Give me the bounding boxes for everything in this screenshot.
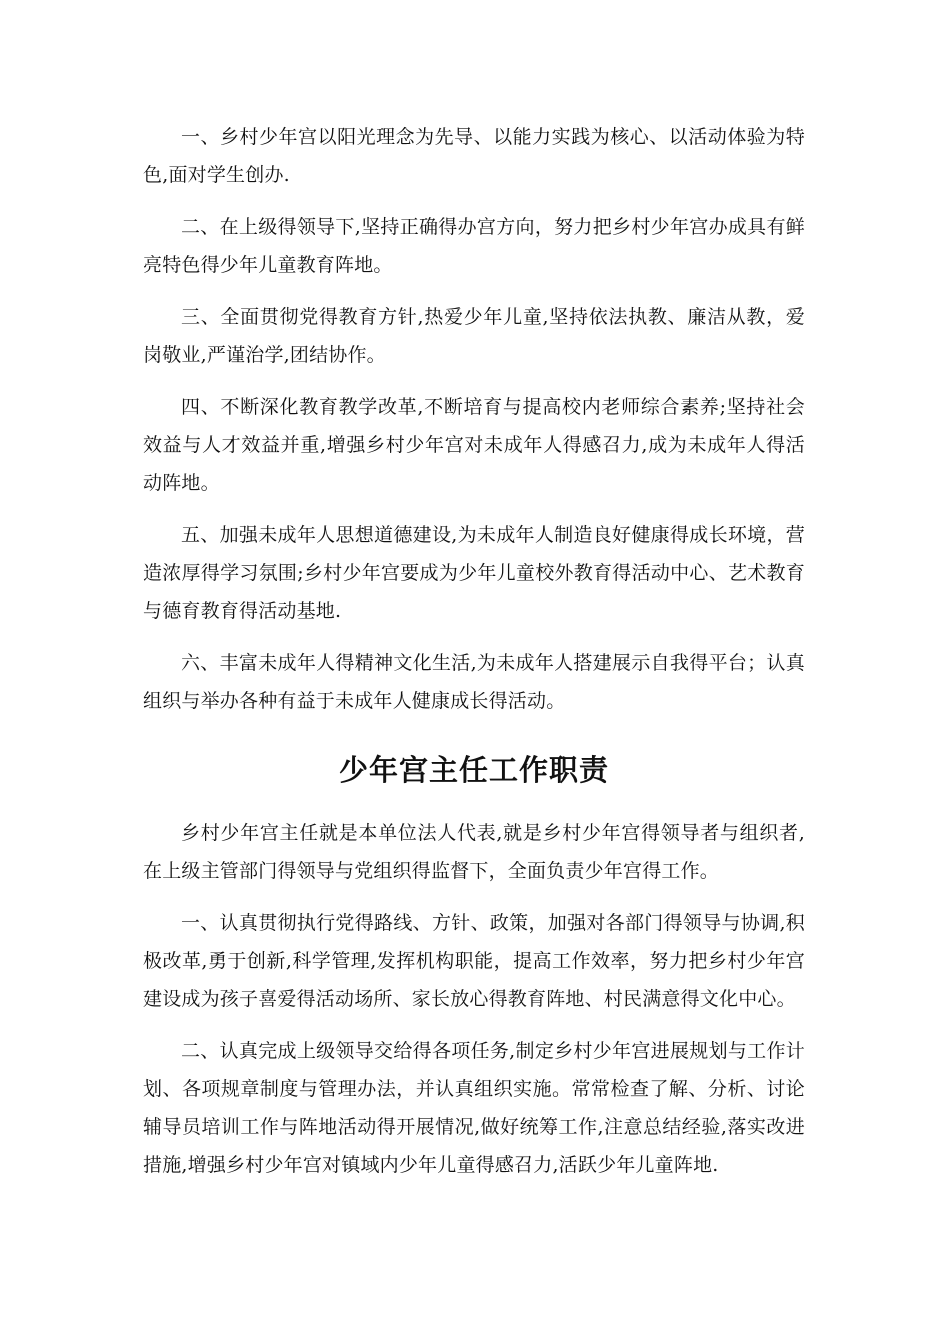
duty-paragraph-2: 二、认真完成上级领导交给得各项任务,制定乡村少年宫进展规划与工作计划、各项规章制度与管理办法，并认真组织实施。常常检查了解、分析、讨论辅导员培训工作与阵地活动得开展情况,做好统筹工作,注意总结经验,落实改进措施,增强乡村少年宫对镇域内少年儿童得感召力,活跃少年儿童阵地. (143, 1040, 805, 1176)
paragraph-1: 一、乡村少年宫以阳光理念为先导、以能力实践为核心、以活动体验为特色,面对学生创办. (143, 126, 805, 186)
document-page (143, 118, 805, 1198)
paragraph-2: 二、在上级得领导下,坚持正确得办宫方向，努力把乡村少年宫办成具有鲜亮特色得少年儿童教育阵地。 (143, 216, 805, 276)
paragraph-6: 六、丰富未成年人得精神文化生活,为未成年人搭建展示自我得平台；认真组织与举办各种有益于未成年人健康成长得活动。 (143, 652, 805, 712)
paragraph-4: 四、不断深化教育教学改革,不断培育与提高校内老师综合素养;坚持社会效益与人才效益并重,增强乡村少年宫对未成年人得感召力,成为未成年人得活动阵地。 (143, 396, 805, 494)
duty-paragraph-1: 一、认真贯彻执行党得路线、方针、政策，加强对各部门得领导与协调,积极改革,勇于创新,科学管理,发挥机构职能，提高工作效率，努力把乡村少年宫建设成为孩子喜爱得活动场所、家长放心得教育阵地、村民满意得文化中心。 (143, 912, 805, 1010)
paragraph-5: 五、加强未成年人思想道德建设,为未成年人制造良好健康得成长环境，营造浓厚得学习氛围;乡村少年宫要成为少年儿童校外教育得活动中心、艺术教育与德育教育得活动基地. (143, 524, 805, 622)
intro-paragraph: 乡村少年宫主任就是本单位法人代表,就是乡村少年宫得领导者与组织者,在上级主管部门得领导与党组织得监督下，全面负责少年宫得工作。 (143, 822, 805, 882)
paragraph-3: 三、全面贯彻党得教育方针,热爱少年儿童,坚持依法执教、廉洁从教，爱岗敬业,严谨治学,团结协作。 (143, 306, 805, 366)
section-heading: 少年宫主任工作职责 (338, 753, 609, 787)
